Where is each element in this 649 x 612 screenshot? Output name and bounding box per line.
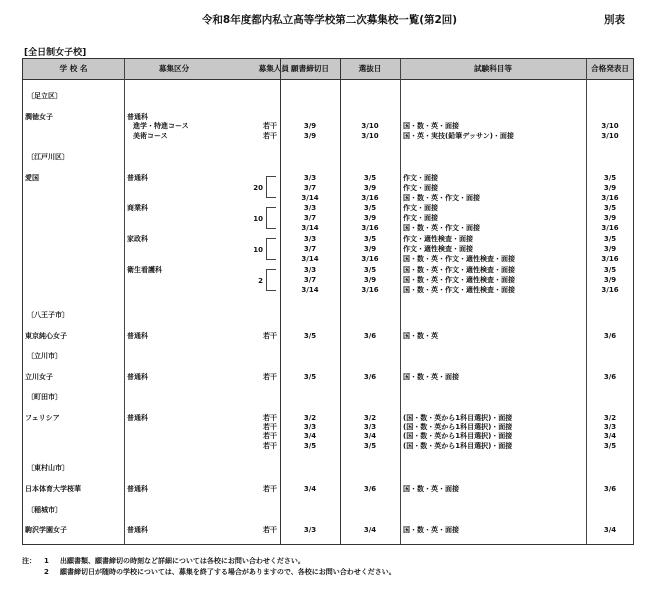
subjects: 作文・面接: [403, 184, 438, 192]
quota: 若干: [263, 373, 277, 381]
area-label: 〔町田市〕: [27, 393, 62, 401]
selection-date: 3/6: [363, 373, 377, 381]
category: 普通科: [127, 526, 148, 534]
footnote-text: 願書締切日が随時の学校については、募集を終了する場合がありますので、各校にお問い合わせください。: [60, 568, 396, 576]
announce-date: 3/16: [601, 286, 619, 294]
deadline: 3/14: [301, 286, 319, 294]
selection-date: 3/5: [363, 442, 377, 450]
school-name: 駒沢学園女子: [25, 526, 67, 534]
deadline: 3/3: [303, 174, 317, 182]
col-header-selection: 選抜日: [358, 64, 382, 73]
subjects: (国・数・英から1科目選択)・面接: [403, 414, 513, 422]
school-name: 東京純心女子: [25, 332, 67, 340]
deadline: 3/9: [303, 132, 317, 140]
selection-date: 3/16: [361, 255, 379, 263]
deadline: 3/7: [303, 245, 317, 253]
subjects: 国・数・英・面接: [403, 485, 459, 493]
announce-date: 3/4: [603, 526, 617, 534]
category: 商業科: [127, 204, 148, 212]
footnote-1: [22, 556, 396, 567]
announce-date: 3/5: [603, 235, 617, 243]
selection-date: 3/9: [363, 276, 377, 284]
announce-date: 3/16: [601, 255, 619, 263]
school-name: 愛国: [25, 174, 39, 182]
category: 衛生看護科: [127, 266, 162, 274]
subjects: (国・数・英から1科目選択)・面接: [403, 423, 513, 431]
announce-date: 3/9: [603, 276, 617, 284]
subjects: 国・数・英・面接: [403, 526, 459, 534]
announce-date: 3/9: [603, 214, 617, 222]
selection-date: 3/4: [363, 526, 377, 534]
bracket-icon: [266, 176, 276, 198]
course: 美術コース: [133, 132, 168, 140]
deadline: 3/7: [303, 276, 317, 284]
quota: 20: [253, 184, 263, 192]
deadline: 3/3: [303, 266, 317, 274]
announce-date: 3/2: [603, 414, 617, 422]
announce-date: 3/5: [603, 442, 617, 450]
announce-date: 3/5: [603, 266, 617, 274]
selection-date: 3/16: [361, 224, 379, 232]
deadline: 3/14: [301, 194, 319, 202]
announce-date: 3/9: [603, 184, 617, 192]
quota: 若干: [263, 526, 277, 534]
bracket-icon: [266, 269, 276, 291]
deadline: 3/5: [303, 442, 317, 450]
page-title: 令和8年度都内私立高等学校第二次募集校一覧(第2回): [201, 14, 458, 26]
deadline: 3/3: [303, 423, 317, 431]
category: 普通科: [127, 174, 148, 182]
subjects: 国・数・英・作文・適性検査・面接: [403, 266, 515, 274]
category: 普通科: [127, 485, 148, 493]
quota: 若干: [263, 442, 277, 450]
school-name: 立川女子: [25, 373, 53, 381]
school-name: フェリシア: [25, 414, 60, 422]
footnote-number: 2: [44, 568, 49, 576]
col-header-school: 学 校 名: [59, 64, 88, 73]
school-name: 日本体育大学桜華: [25, 485, 81, 493]
subjects: 作文・面接: [403, 174, 438, 182]
deadline: 3/2: [303, 414, 317, 422]
deadline: 3/14: [301, 224, 319, 232]
footnote-number: 1: [44, 557, 49, 565]
quota: 若干: [263, 414, 277, 422]
column-divider: [124, 59, 125, 544]
col-header-deadline: 願書締切日: [291, 64, 329, 73]
footnote-text: 出願書類、願書締切の時刻など詳細については各校にお問い合わせください。: [60, 557, 305, 565]
bracket-icon: [266, 207, 276, 229]
subjects: (国・数・英から1科目選択)・面接: [403, 442, 513, 450]
announce-date: 3/4: [603, 432, 617, 440]
subjects: 作文・適性検査・面接: [403, 235, 473, 243]
quota: 若干: [263, 423, 277, 431]
announce-date: 3/10: [601, 132, 619, 140]
subjects: 国・数・英・作文・面接: [403, 194, 480, 202]
footnote-2: [22, 567, 396, 578]
bracket-icon: [266, 238, 276, 260]
announce-date: 3/6: [603, 485, 617, 493]
category: 普通科: [127, 113, 148, 121]
category: 普通科: [127, 414, 148, 422]
deadline: 3/3: [303, 204, 317, 212]
subjects: 国・数・英・作文・適性検査・面接: [403, 276, 515, 284]
announce-date: 3/6: [603, 332, 617, 340]
area-label: 〔八王子市〕: [27, 311, 69, 319]
selection-date: 3/9: [363, 214, 377, 222]
area-label: 〔江戸川区〕: [27, 153, 69, 161]
announce-date: 3/3: [603, 423, 617, 431]
subjects: 作文・面接: [403, 204, 438, 212]
announce-date: 3/5: [603, 204, 617, 212]
recruitment-table: [22, 58, 634, 545]
announce-date: 3/16: [601, 224, 619, 232]
announce-date: 3/16: [601, 194, 619, 202]
subjects: 国・数・英・作文・適性検査・面接: [403, 255, 515, 263]
announce-date: 3/9: [603, 245, 617, 253]
selection-date: 3/16: [361, 286, 379, 294]
school-name: 潤徳女子: [25, 113, 53, 121]
col-header-category: 募集区分: [158, 64, 190, 73]
selection-date: 3/9: [363, 245, 377, 253]
selection-date: 3/4: [363, 432, 377, 440]
quota: 若干: [263, 485, 277, 493]
selection-date: 3/10: [361, 122, 379, 130]
subjects: 国・数・英・作文・適性検査・面接: [403, 286, 515, 294]
quota: 10: [253, 215, 263, 223]
quota: 若干: [263, 432, 277, 440]
announce-date: 3/10: [601, 122, 619, 130]
area-label: 〔立川市〕: [27, 352, 62, 360]
footnotes: [22, 556, 396, 578]
announce-date: 3/6: [603, 373, 617, 381]
subjects: (国・数・英から1科目選択)・面接: [403, 432, 513, 440]
deadline: 3/4: [303, 432, 317, 440]
subjects: 作文・面接: [403, 214, 438, 222]
deadline: 3/7: [303, 214, 317, 222]
subjects: 国・数・英: [403, 332, 438, 340]
course: 進学・特進コース: [133, 122, 189, 130]
announce-date: 3/5: [603, 174, 617, 182]
column-divider: [400, 59, 401, 544]
subjects: 国・数・英・面接: [403, 373, 459, 381]
col-header-subjects: 試験科目等: [474, 64, 512, 73]
deadline: 3/3: [303, 526, 317, 534]
selection-date: 3/5: [363, 174, 377, 182]
quota: 2: [258, 277, 263, 285]
appendix-label: 別表: [604, 14, 625, 26]
selection-date: 3/9: [363, 184, 377, 192]
selection-date: 3/6: [363, 332, 377, 340]
selection-date: 3/16: [361, 194, 379, 202]
deadline: 3/5: [303, 373, 317, 381]
selection-date: 3/5: [363, 204, 377, 212]
selection-date: 3/5: [363, 266, 377, 274]
area-label: 〔稲城市〕: [27, 506, 62, 514]
category: 家政科: [127, 235, 148, 243]
deadline: 3/5: [303, 332, 317, 340]
subjects: 国・英・実技(鉛筆デッサン)・面接: [403, 132, 514, 140]
category: 普通科: [127, 373, 148, 381]
quota: 若干: [263, 332, 277, 340]
category: 普通科: [127, 332, 148, 340]
selection-date: 3/3: [363, 423, 377, 431]
deadline: 3/3: [303, 235, 317, 243]
col-header-quota: 募集人員: [258, 64, 289, 73]
subjects: 作文・適性検査・面接: [403, 245, 473, 253]
deadline: 3/7: [303, 184, 317, 192]
quota: 10: [253, 246, 263, 254]
area-label: 〔足立区〕: [27, 92, 62, 100]
quota: 若干: [263, 132, 277, 140]
selection-date: 3/6: [363, 485, 377, 493]
table-header: [23, 59, 633, 80]
selection-date: 3/10: [361, 132, 379, 140]
deadline: 3/14: [301, 255, 319, 263]
section-label: [全日制女子校]: [24, 48, 87, 58]
subjects: 国・数・英・面接: [403, 122, 459, 130]
deadline: 3/9: [303, 122, 317, 130]
col-header-announce: 合格発表日: [591, 64, 629, 73]
quota: 若干: [263, 122, 277, 130]
deadline: 3/4: [303, 485, 317, 493]
selection-date: 3/2: [363, 414, 377, 422]
area-label: 〔東村山市〕: [27, 464, 69, 472]
selection-date: 3/5: [363, 235, 377, 243]
footnote-label: 注：: [22, 557, 36, 565]
subjects: 国・数・英・作文・面接: [403, 224, 480, 232]
